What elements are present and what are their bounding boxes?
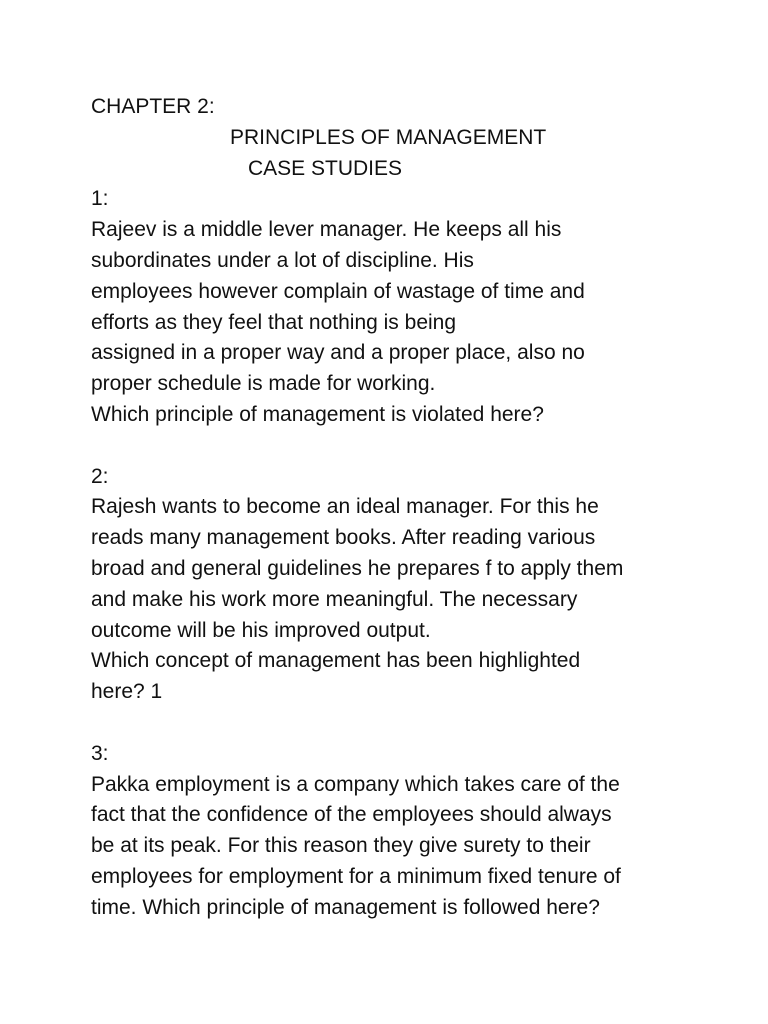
spacer bbox=[91, 431, 731, 462]
case-number: 2: bbox=[91, 464, 109, 488]
case-question: time. Which principle of management is followed here? bbox=[91, 895, 600, 919]
case-study-1 bbox=[91, 184, 731, 430]
case-text-line: employees for employment for a minimum fixed tenure of bbox=[91, 864, 621, 888]
case-text-line: subordinates under a lot of discipline. His bbox=[91, 248, 474, 272]
document-title: PRINCIPLES OF MANAGEMENT bbox=[230, 125, 547, 149]
chapter-heading: CHAPTER 2: bbox=[91, 95, 215, 118]
case-text-line: and make his work more meaningful. The necessary bbox=[91, 587, 578, 611]
case-text-line: outcome will be his improved output. bbox=[91, 618, 431, 642]
case-text-line: fact that the confidence of the employees should always bbox=[91, 803, 612, 827]
case-question: Which concept of management has been highlighted bbox=[91, 649, 581, 673]
case-text-line: broad and general guidelines he prepares f to apply them bbox=[91, 556, 624, 580]
case-study-3 bbox=[91, 739, 731, 924]
document-content bbox=[91, 92, 731, 924]
case-text-line: reads many management books. After reading various bbox=[91, 526, 596, 550]
case-study-2 bbox=[91, 462, 731, 708]
case-text-line: assigned in a proper way and a proper place, also no bbox=[91, 341, 585, 365]
case-text-line: Pakka employment is a company which takes care of the bbox=[91, 772, 620, 796]
case-text-line: efforts as they feel that nothing is being bbox=[91, 310, 457, 334]
case-question: Which principle of management is violated here? bbox=[91, 402, 544, 426]
case-number: 3: bbox=[91, 741, 109, 765]
case-text-line: be at its peak. For this reason they give surety to their bbox=[91, 834, 591, 858]
case-question: here? 1 bbox=[91, 680, 163, 704]
case-text-line: employees however complain of wastage of time and bbox=[91, 279, 585, 303]
case-text-line: Rajeev is a middle lever manager. He keeps all his bbox=[91, 218, 562, 242]
case-number: 1: bbox=[91, 187, 109, 211]
case-text-line: proper schedule is made for working. bbox=[91, 372, 436, 396]
document-subtitle: CASE STUDIES bbox=[248, 156, 403, 180]
spacer bbox=[91, 708, 731, 739]
case-text-line: Rajesh wants to become an ideal manager. For this he bbox=[91, 495, 599, 519]
